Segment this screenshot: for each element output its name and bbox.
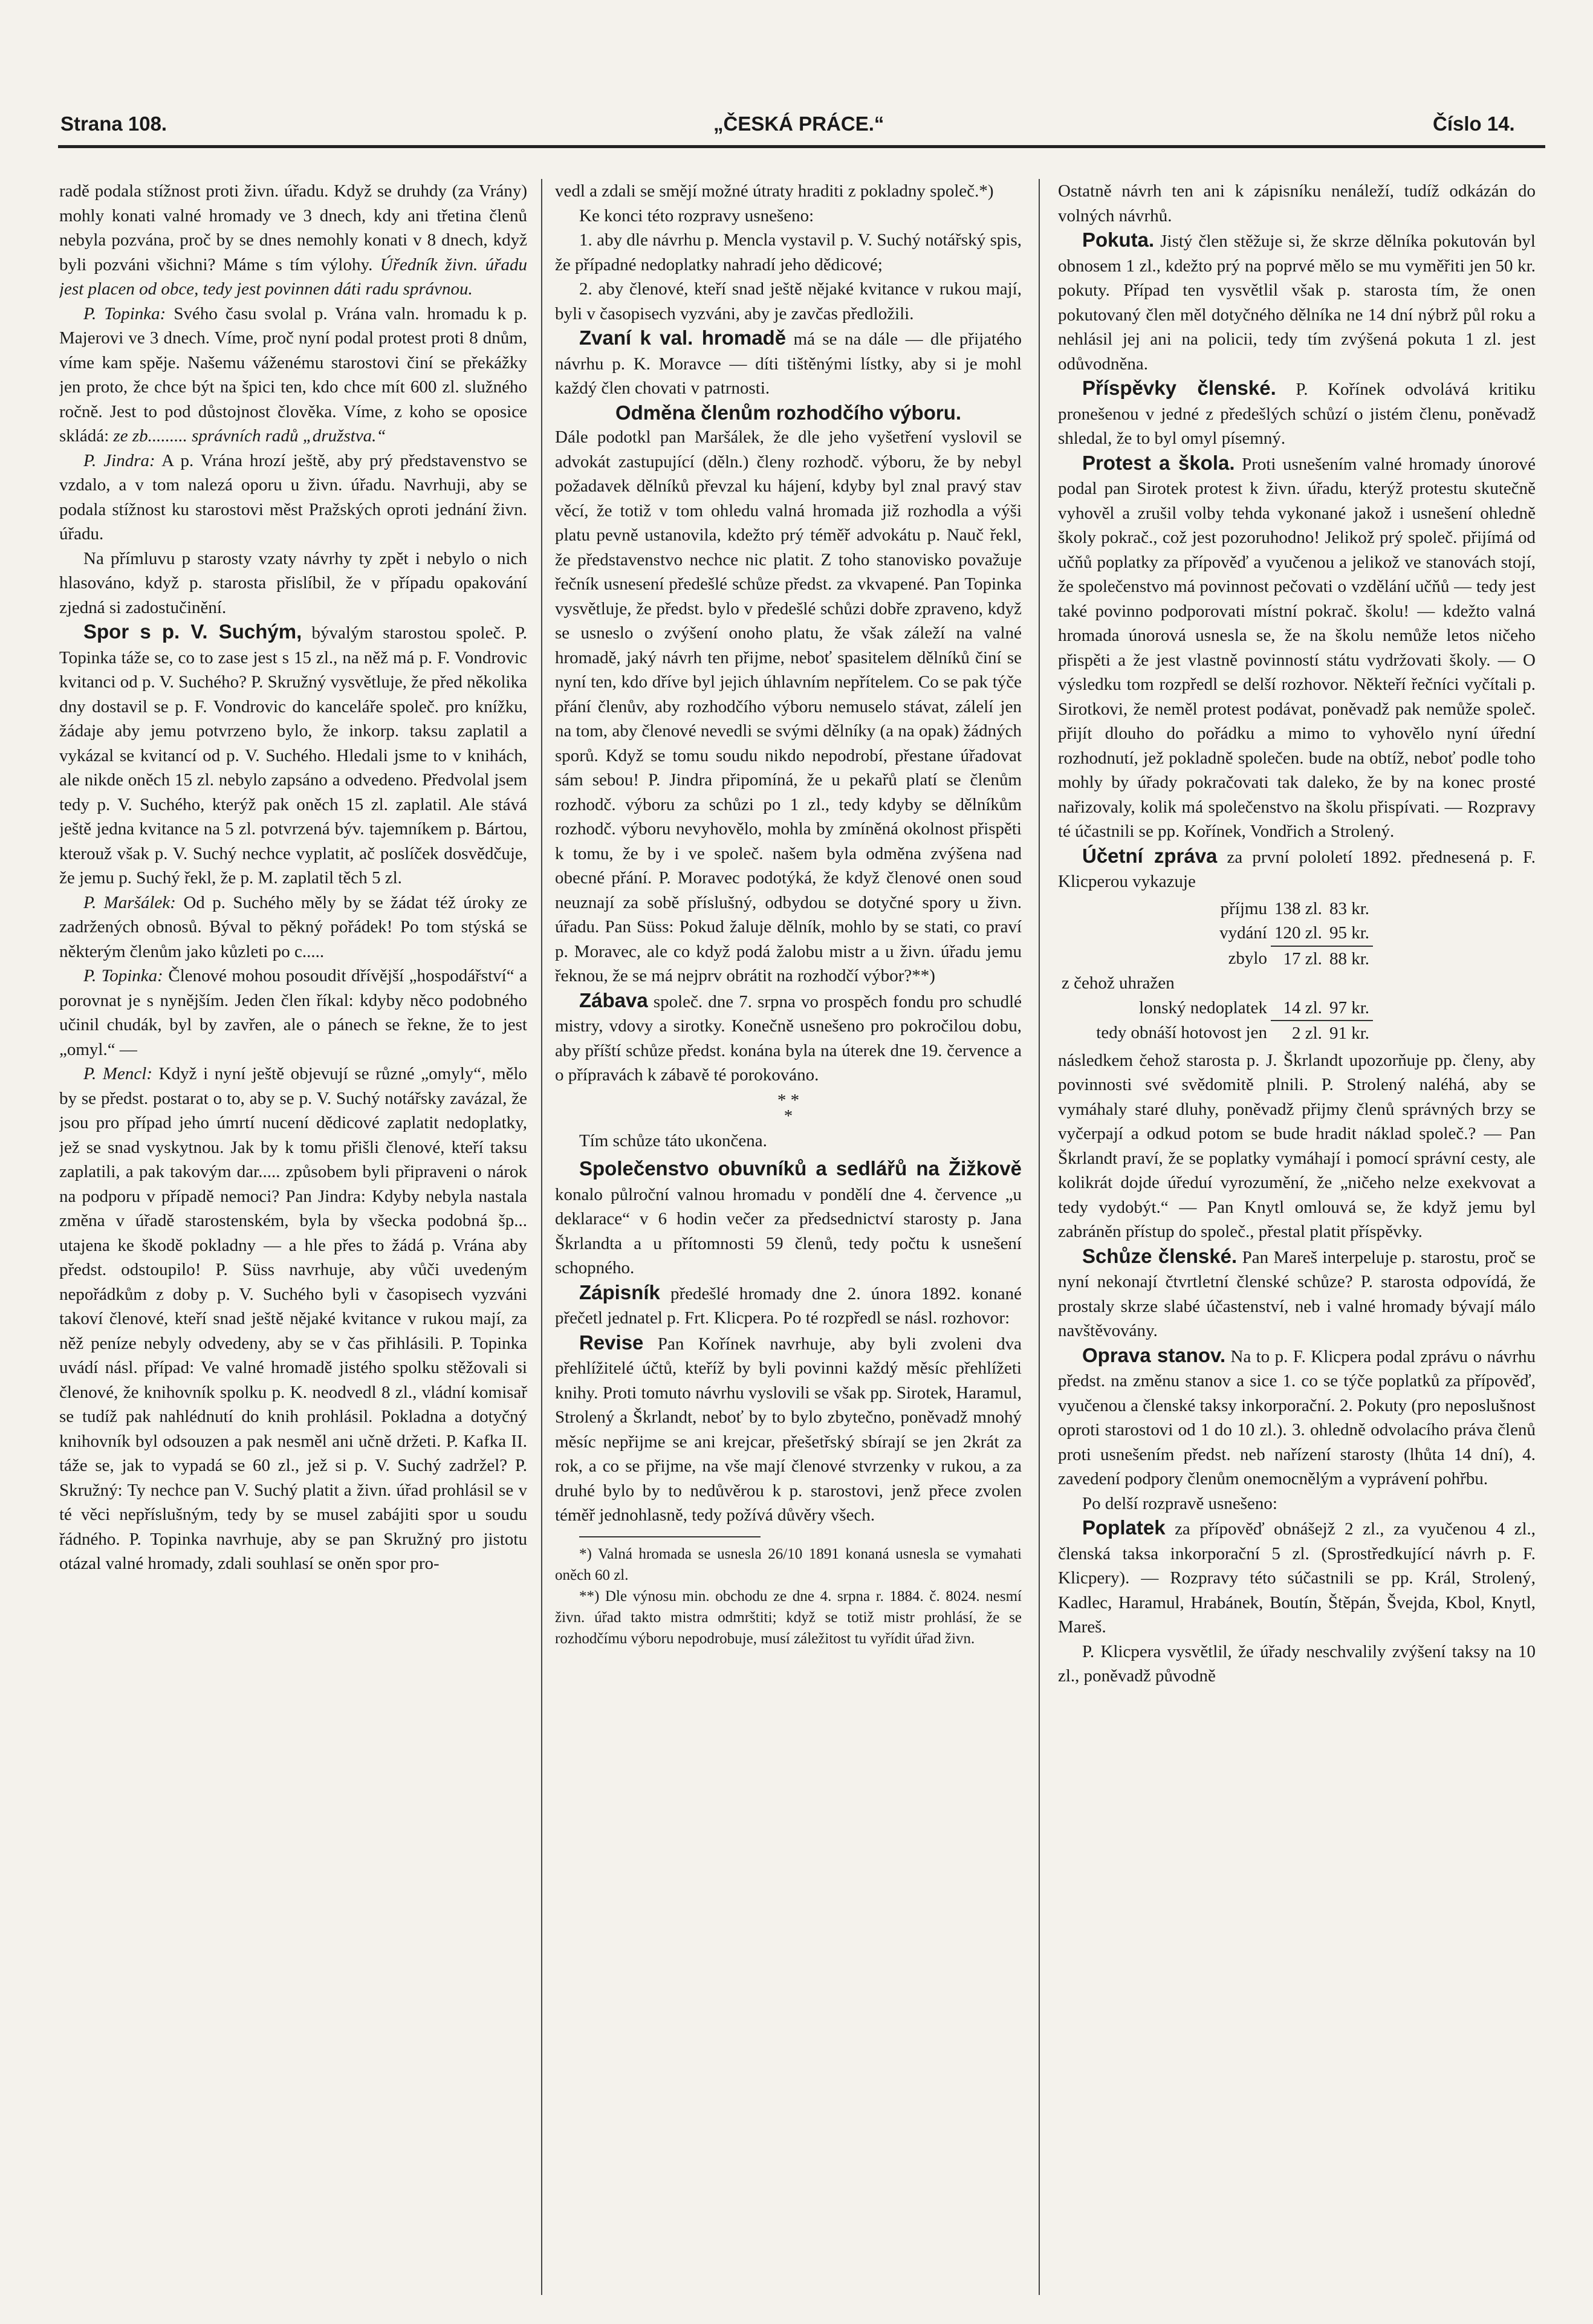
section-heading: Pokuta. — [1082, 229, 1155, 251]
table-row: vydání 120 zl. 95 kr. — [1058, 921, 1373, 946]
account-table — [1058, 897, 1373, 1046]
paragraph: P. Topinka: Svého času svolal p. Vrána valn. hromadu k p. Majerovi ve 3 dnech. Víme, proč nyní podal protest proti 8 dnům, víme kam spěje. Našemu váženému starostovi činí se překážky jen proto, že chce být na špici ten, kdo chce mít 600 zl. služného ročně. Jest to pod důstojnost člověka. Víme, z koho se oposice skládá: ze zb......... správních radů „družstva.“ — [59, 303, 527, 446]
section-heading: Spor s p. V. Suchým, — [83, 620, 302, 643]
table-row: lonský nedoplatek 14 zl. 97 kr. — [1058, 996, 1373, 1021]
paragraph: Po delší rozpravě usnešeno: — [1082, 1493, 1277, 1513]
paragraph: P. Topinka: Členové mohou posoudit dřívější „hospodářství“ a porovnat je s nynějším. Jeden člen říkal: kdyby něco podobného učinil chudák, byl by zavřen, ale o pánech se řekne, že to jest „omyl.“ — — [59, 966, 527, 1059]
column-divider — [541, 179, 542, 2295]
section-heading: Zvaní k val. hromadě — [579, 326, 787, 349]
table-row: příjmu 138 zl. 83 kr. — [1220, 898, 1369, 918]
paragraph: vedl a zdali se smějí možné útraty hraditi z pokladny společ.*) — [555, 181, 994, 201]
page-number: Strana 108. — [60, 112, 167, 135]
section-paragraph: Revise Pan Kořínek navrhuje, aby byli zvoleni dva přehlížitelé účtů, kteříž by byli povinni každý měsíc přehlížeti knihy. Proti tomuto návrhu vyslovili se však pp. Sirotek, Haramul, Strolený a Škrlandt, neboť by to bylo zbytečno, poněvadž mnohý měsíc nepřijme se ani krejcar, přešetřský sbírají se jen 2krát za rok, a co se přijme, na vše mají členové stvrzenky v rukou, a za druhé bylo by to nedůvěrou k p. starostovi, jenž přece zvolen téměř jednohlasně, tedy požívá důvěry všech. — [555, 1331, 1022, 1525]
list-item: 1. aby dle návrhu p. Mencla vystavil p. V. Suchý notářský spis, že případné nedoplatky nahradí jeho dědicové; — [555, 230, 1022, 274]
section-heading: Účetní zpráva — [1082, 844, 1218, 867]
section-paragraph: Příspěvky členské. P. Kořínek odvolává kritiku pronešenou v jedné z předešlých schůzí o jistém členu, poněvadž shledal, že to byl omyl písemný. — [1058, 377, 1536, 448]
section-paragraph: Společenstvo obuvníků a sedlářů na Žižkově konalo půlroční valnou hromadu v pondělí dne 4. července „u deklarace“ v 6 hodin večer za předsednictví starosty p. Jana Škrlandta a u přítomnosti 59 členů, tedy počtu k usnešení schopného. — [555, 1157, 1022, 1277]
masthead-title: „ČESKÁ PRÁCE.“ — [713, 112, 884, 135]
column-2 — [555, 179, 1022, 2301]
section-heading: Společenstvo obuvníků a sedlářů na Žižkově — [579, 1157, 1022, 1180]
paragraph: radě podala stížnost proti živn. úřadu. Když se druhdy (za Vrány) mohly konati valné hromady ve 3 dnech, kdy ani třetina členů nebyla pozvána, proč by se dnes nemohly konati v 8 dnech, když byli pozváni všichni? Máme s tím výlohy. Úředník živn. úřadu jest placen od obce, tedy jest povinnen dáti radu správnou. — [59, 181, 527, 299]
paragraph: Ke konci této rozpravy usnešeno: — [579, 206, 814, 226]
section-paragraph: Poplatek za přípověď obnášejž 2 zl., za vyučenou 4 zl., členská taksa inkorporační 5 zl. (Sprostředkující návrh p. F. Klicpery). — Rozpravy této súčastnili se pp. Král, Strolený, Kadlec, Haramul, Hrabánek, Boutín, Štěpán, Švejda, Kbol, Knytl, Mareš. — [1058, 1516, 1536, 1637]
section-paragraph: Protest a škola. Proti usnešením valné hromady únorové podal pan Sirotek protest k živn. úřadu, kterýž protestu skutečně vyhověl a zrušil volby tehda vykonané jakož i usnešení ohledně školy pokrač., což jest pozoruhodno! Jelikož prý společ. přijímá od učňů poplatky za přípověď a vyučenou a jelikož ve stanovách stojí, že společenstvo má povinnost pečovati o vzdělání učňů — tedy jest také povinno podporovati místní pokrač. školu! — kdežto valná hromada únorová usnesla se, že na školu nemůže letos ničeho přispěti a že jest vlastně povinností státu vydržovati školy. — O výsledku tom rozpředl se delší rozhovor. Někteří řečníci vyčítali p. Sirotkovi, že neměl protest podávat, poněvadž pak nemůže společ. přijít dlouho do pořádku a mimo to vyhovělo nyní úřední rozhodnutí, jež pokladně společen. bude na obtíž, neboť podle toho mohly by úřady pokračovati tak daleko, že by na konec prosté nařizovaly, kolik má společenstvo na školu přispívati. — Rozpravy té účastnili se pp. Kořínek, Vondřich a Strolený. — [1058, 451, 1536, 841]
issue-number: Číslo 14. — [1433, 112, 1515, 135]
section-paragraph: Spor s p. V. Suchým, bývalým starostou společ. P. Topinka táže se, co to zase jest s 15 zl., na něž má p. F. Vondrovic kvitanci od p. V. Suchého? P. Skružný vysvětluje, že před několika dny dostavil se p. F. Vondrovic do kanceláře společ. pro knížku, žádaje aby jemu potvrzeno bylo, že inkorp. taksu zaplatil a vykázal se kvitancí od p. V. Suchého. Hledali jsme to v knihách, ale nikde oněch 15 zl. nebylo zapsáno a odvedeno. Předvolal jsem tedy p. V. Suchého, kterýž pak oněch 15 zl. zaplatil. Ale stává ještě jedna kvitance na 5 zl. potvrzená býv. tajemníkem p. Bártou, kterouž však p. V. Suchý nechce vyplatit, ač poslíček dosvědčuje, že jemu p. Suchý řekl, že p. M. zaplatil těch 5 zl. — [59, 620, 527, 888]
section-heading: Oprava stanov. — [1082, 1343, 1226, 1366]
paragraph: P. Jindra: A p. Vrána hrozí ještě, aby prý představenstvo se vzdalo, a v tom nalezá oporu u živn. úřadu. Navrhuji, aby se podala stížnost ku starostovi měst Pražských oproti jednání živn. úřadu. — [59, 450, 527, 544]
column-divider — [1039, 179, 1040, 2295]
section-heading: Zábava — [579, 988, 648, 1011]
column-3 — [1058, 179, 1536, 2301]
table-row: zbylo 17 zl. 88 kr. — [1228, 948, 1369, 969]
section-heading: Protest a škola. — [1082, 451, 1235, 474]
column-1 — [59, 179, 527, 2301]
section-paragraph: Pokuta. Jistý člen stěžuje si, že skrze dělníka pokutován byl obnosem 1 zl., kdežto prý na poprvé mělo se mu vyměřiti jen 50 kr. pokuty. Případ ten vysvětlil však p. starosta tím, že onen pokutovaný člen měl dotyčného dělníka ne 14 dní nýbrž půl roku a nehlásil jej ani na policii, tedy tím zvýšená pokuta 1 zl. jest odůvodněna. — [1058, 229, 1536, 374]
footnote: **) Dle výnosu min. obchodu ze dne 4. srpna r. 1884. č. 8024. nesmí živn. úřad takto mistra odmrštiti; když se totiž mistr prohlásí, že se rozhodčímu výboru nepodrobuje, musí záležitost tu vyřídit úřad živn. — [555, 1588, 1022, 1647]
section-heading: Poplatek — [1082, 1516, 1166, 1539]
section-paragraph: Zvaní k val. hromadě má se na dále — dle přijatého návrhu p. K. Moravce — díti tištěnými lístky, aby si je mohl každý člen chovati v patrnosti. — [555, 326, 1022, 398]
paragraph: Dále podotkl pan Maršálek, že dle jeho vyšetření vyslovil se advokát zastupující (děln.) členy rozhodč. výboru, že by nebyl požadavek dělníků převzal ku hájení, kdyby byl znal pravý stav věcí, že totiž v tom ohledu valná hromada již rozhodla a výši platu pevně ustanovila, kdežto prý téměř advokátu p. Nauč řekl, že představenstvo nechce nic platit. Z toho stanovisko považuje řečník usnesení předešlé schůze předst. za vkvapené. Pan Topinka vysvětluje, že předst. bylo v předešlé schůzi dobře zpraveno, když se usneslo o zvýšení onoho platu, že však záleží na valné hromadě, jaký návrh ten přijme, neboť spasitelem dělníků činí se nyní ten, kdo dříve byl jejich úhlavním nepřítelem. Co se pak týče přání členův, aby rozhodčího výboru nemuselo stávat, zálelí jen na tom, aby členové nevedli se svými dělníky (a na opak) žádných sporů. Když se tomu soudu nikdo nepodrobí, přestane úřadovat sám sebou! P. Jindra připomíná, že u pekařů platí se členům rozhodč. výboru za schůzi po 1 zl., tedy kdyby se dělníkům rozhodč. výboru nevyhovělo, mohla by zmíněná okolnost přispěti k tomu, že by i ve společ. našem byla odměna zvýšena nad obecné přání. P. Moravec podotýká, že když členové onen soud neuznají za sobě příslušný, odbydou se dotyčné spory u živn. úřadu. Pan Süss: Pokud žaluje dělník, mohlo by se stati, co praví p. Moravec, ale co když podá žalobu mistr a u živn. úřadu jemu řeknou, že se má nejprv obrátit na rozhodčí výbor?**) — [555, 427, 1022, 985]
section-paragraph: Účetní zpráva za první pololetí 1892. přednesená p. F. Klicperou vykazuje — [1058, 844, 1536, 891]
paragraph: Na přímluvu p starosty vzaty návrhy ty zpět i nebylo o nich hlasováno, když p. starosta přislíbil, že v případu opakování zjedná si zadostučinění. — [59, 548, 527, 617]
paragraph: P. Klicpera vysvětlil, že úřady neschvalily zvýšení taksy na 10 zl., poněvadž původně — [1058, 1641, 1536, 1686]
paragraph: Ostatně návrh ten ani k zápisníku nenáleží, tudíž odkázán do volných návrhů. — [1058, 181, 1536, 226]
section-heading: Příspěvky členské. — [1082, 377, 1276, 399]
paragraph: P. Mencl: Když i nyní ještě objevují se různé „omyly“, mělo by se předst. postarat o to, aby se p. V. Suchý notářsky zavázal, že jsou pro případ jeho úmrtí nucení dědicové zaplatit nedoplatky, jež se snad vyskytnou. Jak by k tomu přišli členové, kteří taksu zaplatili, a pak takovým dar..... způsobem byli připraveni o nárok na podporu v případě nemoci? Pan Jindra: Kdyby nebyla nastala změna v úřadě starostenském, byla by všecka podobná šp... utajena ke škodě pokladny — a hle přes to žádá p. Vrána aby předst. odstoupilo! P. Süss navrhuje, aby vůči uvedeným nepořádkům z doby p. V. Suchého byli v časopisech vyzváni takoví členové, kteří snad ještě nějaké kvitance v rukou mají, za něž peníze nebyly odvedeny, aby se v čas přihlásili. P. Topinka uvádí násl. případ: Ve valné hromadě jistého spolku stěžovali si členové, že knihovník spolku p. K. neodvedl 8 zl., vládní komisař se tudíž pak nahlédnutí do knih prohlásil. Pokladna a dotyčný knihovník byl odsouzen a pak nesměl ani učně držeti. P. Kafka II. táže se, jak to vypadá se 60 zl., jež si p. V. Suchý zadržel? P. Skružný: Ty nechce pan V. Suchý platit a živn. úřad prohlásil se v té věci nepříslušným, tedy by se musel zabájiti spor u soudu řádného. P. Topinka navrhuje, aby se pan Skružný pro jistotu otázal valné hromady, zdali souhlasí se oněn spor pro- — [59, 1064, 527, 1573]
paragraph: P. Maršálek: Od p. Suchého měly by se žádat též úroky ze zadržených obnosů. Býval to pěkný pořádek! Po tom stýská se některým členům jako kůzleti po c..... — [59, 892, 527, 961]
list-item: 2. aby členové, kteří snad ještě nějaké kvitance v rukou mají, byli v časopisech vyzváni, aby je zavčas předložili. — [555, 279, 1022, 323]
footnote-rule — [579, 1536, 761, 1537]
section-heading: Schůze členské. — [1082, 1244, 1238, 1267]
section-paragraph: Zábava společ. dne 7. srpna vo prospěch fondu pro schudlé mistry, vdovy a sirotky. Konečně usnešeno pro pokročilou dobu, aby příští schůze předst. konána byla na úterek dne 19. července a o přípravách k zábavě té porokováno. — [555, 988, 1022, 1085]
table-row: z čehož uhražen — [1062, 973, 1175, 993]
section-paragraph: Zápisník předešlé hromady dne 2. února 1892. konané přečetl jednatel p. Frt. Klicpera. Po té rozpředl se násl. rozhovor: — [555, 1280, 1022, 1328]
section-heading: Zápisník — [579, 1280, 660, 1303]
section-heading: Odměna členům rozhodčího výboru. — [615, 401, 962, 424]
header-rule — [58, 145, 1545, 148]
section-paragraph: Schůze členské. Pan Mareš interpeluje p. starostu, proč se nyní nekonají čtvrtletní členské schůze? P. starosta odpovídá, že prostaly skrze slabé účastenství, neb i valné hromady bývají málo navštěvovány. — [1058, 1244, 1536, 1340]
table-row: tedy obnáší hotovost jen 2 zl. 91 kr. — [1096, 1023, 1369, 1043]
paragraph: Tím schůze táto ukončena. — [579, 1131, 767, 1151]
section-separator: * * * — [777, 1090, 800, 1126]
section-paragraph: Oprava stanov. Na to p. F. Klicpera podal zprávu o návrhu předst. na změnu stanov a sice 1. co se týče poplatků za přípověď, vyučenou a členské taksy inkorporační. 2. Pokuty (pro neposlušnost oproti starostovi od 1 do 10 zl.). 3. ohledně odvolacího práva členů proti usnešením předst. neb nařízení starosty (lhůta 14 dní), 4. zavedení podpory členům onemocnělým a vyprávení pohřbu. — [1058, 1343, 1536, 1488]
paragraph: následkem čehož starosta p. J. Škrlandt upozorňuje pp. členy, aby povinnosti své svědomitě plnili. P. Strolený naléhá, aby se vymáhaly staré dluhy, poněvadž přijmy členů správných brzy se vyčerpají a odkud potom se bude hradit náklad společ.? — Pan Škrlandt praví, že se poplatky vymáhají i pomocí správní cesty, ale kolikrát dojde úředuí vyrozumění, že „ničeho nelze exekvovat a tedy vydobýt.“ — Pan Knytl omlouvá se, že když jemu byl zabráněn přístup do společ., přestal platit příspěvky. — [1058, 1050, 1536, 1241]
section-heading: Revise — [579, 1331, 644, 1354]
footnote: *) Valná hromada se usnesla 26/10 1891 konaná usnesla se vymahati oněch 60 zl. — [555, 1545, 1022, 1583]
